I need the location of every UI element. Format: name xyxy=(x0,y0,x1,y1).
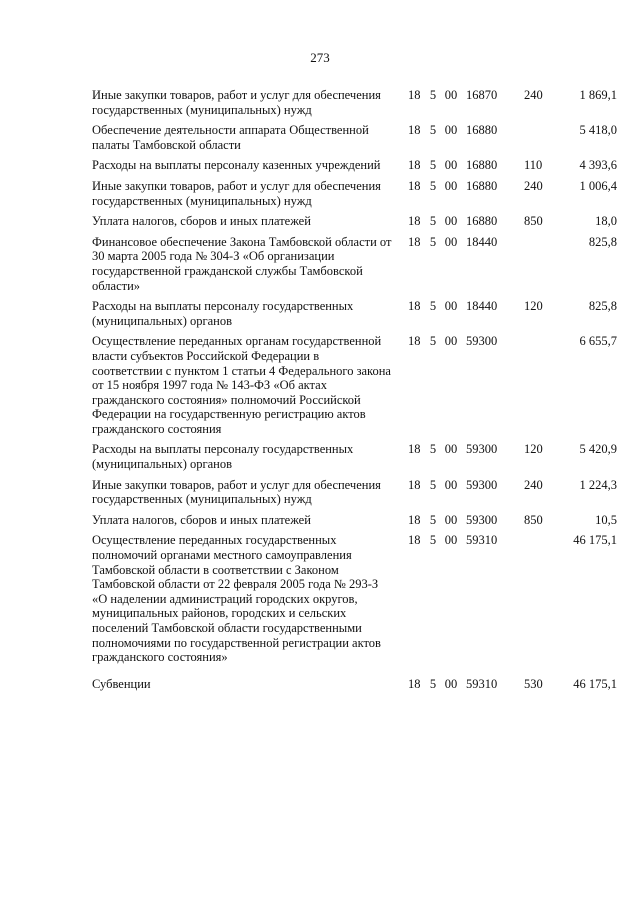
amount: 4 393,6 xyxy=(579,158,617,173)
expense-kind-code: 110 xyxy=(524,158,543,173)
direction-code: 16870 xyxy=(466,88,498,102)
table-row xyxy=(92,158,617,173)
article-code: 5 xyxy=(429,533,437,548)
section-code: 18 xyxy=(408,158,421,173)
expense-kind-code: 530 xyxy=(524,676,543,691)
budget-table xyxy=(92,88,617,697)
program-code: 00 xyxy=(444,334,458,349)
section-code: 18 xyxy=(408,178,421,193)
table-row xyxy=(92,123,617,152)
table-row xyxy=(92,179,617,208)
row-name: Иные закупки товаров, работ и услуг для обеспечения государственных (муниципальных) нужд xyxy=(92,477,381,507)
program-code: 00 xyxy=(444,88,458,102)
expense-kind-code: 240 xyxy=(524,88,543,102)
section-code: 18 xyxy=(408,214,421,229)
row-name: Уплата налогов, сборов и иных платежей xyxy=(92,512,311,527)
article-code: 5 xyxy=(429,334,437,349)
row-name: Иные закупки товаров, работ и услуг для обеспечения государственных (муниципальных) нужд xyxy=(92,88,381,117)
program-code: 00 xyxy=(444,299,458,314)
direction-code: 16880 xyxy=(466,123,498,138)
amount: 46 175,1 xyxy=(573,676,617,691)
direction-code: 16880 xyxy=(466,158,498,173)
article-code: 5 xyxy=(429,123,437,138)
section-code: 18 xyxy=(408,88,421,102)
amount: 10,5 xyxy=(595,512,617,527)
amount: 5 418,0 xyxy=(579,123,617,138)
expense-kind-code: 850 xyxy=(524,512,543,527)
row-name: Субвенции xyxy=(92,676,151,691)
program-code: 00 xyxy=(444,214,458,229)
article-code: 5 xyxy=(429,88,437,102)
direction-code: 59300 xyxy=(466,477,498,492)
direction-code: 16880 xyxy=(466,178,498,193)
program-code: 00 xyxy=(444,442,458,457)
section-code: 18 xyxy=(408,477,421,492)
program-code: 00 xyxy=(444,512,458,527)
direction-code: 18440 xyxy=(466,299,498,314)
amount: 6 655,7 xyxy=(579,334,617,349)
program-code: 00 xyxy=(444,477,458,492)
article-code: 5 xyxy=(429,442,437,457)
section-code: 18 xyxy=(408,299,421,314)
article-code: 5 xyxy=(429,299,437,314)
row-name: Уплата налогов, сборов и иных платежей xyxy=(92,214,311,229)
row-name: Обеспечение деятельности аппарата Общественной палаты Тамбовской области xyxy=(92,123,369,152)
table-row xyxy=(92,88,617,117)
amount: 5 420,9 xyxy=(579,442,617,457)
table-row xyxy=(92,334,617,436)
table-row xyxy=(92,677,617,692)
direction-code: 59310 xyxy=(466,676,498,691)
expense-kind-code: 120 xyxy=(524,299,543,314)
row-name: Иные закупки товаров, работ и услуг для обеспечения государственных (муниципальных) нужд xyxy=(92,178,381,208)
row-name: Расходы на выплаты персоналу казенных учреждений xyxy=(92,158,381,173)
expense-kind-code: 850 xyxy=(524,214,543,229)
expense-kind-code: 240 xyxy=(524,477,543,492)
row-name: Осуществление переданных государственных полномочий органами местного самоуправления Тамбовской области в соответствии с Законом Тамбовской области от 22 февраля 2005 года № 293-З «О наделении администраций городских округов, муниципальных районов, городских и сельских поселений Тамбовской области государственными полномочиями по государственной регистрации актов гражданского состояния» xyxy=(92,533,381,665)
table-row xyxy=(92,513,617,528)
program-code: 00 xyxy=(444,676,458,691)
direction-code: 59300 xyxy=(466,512,498,527)
table-row xyxy=(92,214,617,229)
direction-code: 16880 xyxy=(466,214,498,229)
row-name: Расходы на выплаты персоналу государственных (муниципальных) органов xyxy=(92,299,354,328)
article-code: 5 xyxy=(429,234,437,249)
amount: 18,0 xyxy=(595,214,617,229)
amount: 1 224,3 xyxy=(579,477,617,492)
section-code: 18 xyxy=(408,123,421,138)
article-code: 5 xyxy=(429,214,437,229)
article-code: 5 xyxy=(429,676,437,691)
section-code: 18 xyxy=(408,676,421,691)
amount: 825,8 xyxy=(588,299,617,314)
table-row xyxy=(92,299,617,328)
direction-code: 18440 xyxy=(466,234,498,249)
article-code: 5 xyxy=(429,178,437,193)
expense-kind-code: 240 xyxy=(524,178,543,193)
article-code: 5 xyxy=(429,158,437,173)
amount: 46 175,1 xyxy=(573,533,617,548)
section-code: 18 xyxy=(408,442,421,457)
row-name: Осуществление переданных органам государственной власти субъектов Российской Федерации в соответствии с пунктом 1 статьи 4 Федерального закона от 15 ноября 1997 года № 143-ФЗ «Об актах гражданского состояния» полномочий Российской Федерации на государственную регистрацию актов гражданского состояния xyxy=(92,334,391,436)
row-name: Расходы на выплаты персоналу государственных (муниципальных) органов xyxy=(92,442,354,472)
page-number: 273 xyxy=(310,50,330,65)
program-code: 00 xyxy=(444,234,458,249)
amount: 825,8 xyxy=(588,234,617,249)
section-code: 18 xyxy=(408,533,421,548)
section-code: 18 xyxy=(408,234,421,249)
table-row xyxy=(92,235,617,293)
program-code: 00 xyxy=(444,158,458,173)
article-code: 5 xyxy=(429,477,437,492)
program-code: 00 xyxy=(444,533,458,548)
amount: 1 869,1 xyxy=(579,88,617,102)
row-name: Финансовое обеспечение Закона Тамбовской области от 30 марта 2005 года № 304-З «Об организации государственной гражданской службы Тамбовской области» xyxy=(92,234,392,293)
direction-code: 59300 xyxy=(466,442,498,457)
amount: 1 006,4 xyxy=(579,178,617,193)
table-row xyxy=(92,442,617,471)
expense-kind-code: 120 xyxy=(524,442,543,457)
program-code: 00 xyxy=(444,178,458,193)
direction-code: 59300 xyxy=(466,334,498,349)
section-code: 18 xyxy=(408,334,421,349)
article-code: 5 xyxy=(429,512,437,527)
section-code: 18 xyxy=(408,512,421,527)
table-row xyxy=(92,478,617,507)
program-code: 00 xyxy=(444,123,458,138)
table-row xyxy=(92,533,617,664)
direction-code: 59310 xyxy=(466,533,498,548)
